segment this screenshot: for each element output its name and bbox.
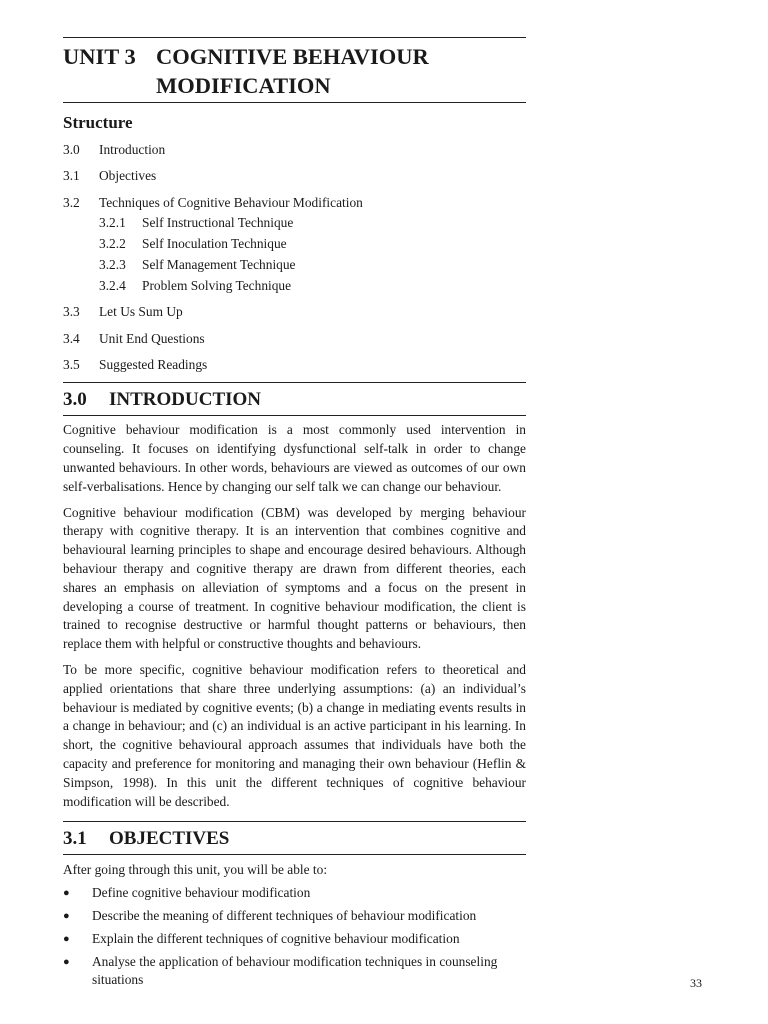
list-item-text: Explain the different techniques of cognitive behaviour modification bbox=[92, 930, 460, 946]
section-rule bbox=[63, 854, 526, 855]
toc-label: Unit End Questions bbox=[99, 330, 205, 346]
section-number: 3.1 bbox=[63, 828, 87, 850]
toc-subnumber: 3.2.4 bbox=[99, 278, 126, 294]
toc-subnumber: 3.2.3 bbox=[99, 257, 126, 273]
bullet-icon: ● bbox=[63, 887, 70, 900]
toc-item bbox=[63, 303, 526, 321]
toc-sublabel: Problem Solving Technique bbox=[142, 278, 292, 294]
section-title: INTRODUCTION bbox=[109, 389, 262, 411]
structure-heading: Structure bbox=[63, 113, 133, 132]
paragraph: To be more specific, cognitive behaviour modification refers to theoretical and applied orientations that share three underlying assumptions: (a) an individual’s behaviour is mediated by cognitive events; (b) a change in mediating events results in a change in behaviour; and (c) an individual is an active participant in his learning. In short, the cognitive behavioural approach assumes that individuals have both the capacity and preference for monitoring and managing their own behaviour (Heflin & Simpson, 1998). In this unit the different techniques of cognitive behaviour modification will be described. bbox=[63, 661, 526, 809]
list-item-text: Analyse the application of behaviour modification techniques in counseling situations bbox=[92, 953, 498, 988]
unit-title-line2: MODIFICATION bbox=[156, 73, 331, 98]
title-bottom-rule bbox=[63, 102, 526, 103]
toc-sublabel: Self Inoculation Technique bbox=[142, 235, 287, 251]
toc-subitem bbox=[99, 214, 526, 232]
toc-sublabel: Self Instructional Technique bbox=[142, 214, 294, 230]
bullet-icon: ● bbox=[63, 955, 70, 968]
toc-item bbox=[63, 167, 526, 185]
toc-sublabel: Self Management Technique bbox=[142, 257, 296, 273]
section-heading-objectives bbox=[63, 822, 526, 854]
toc-item bbox=[63, 330, 526, 348]
toc-subnumber: 3.2.1 bbox=[99, 214, 126, 230]
page-number: 33 bbox=[690, 976, 702, 990]
toc-label: Let Us Sum Up bbox=[99, 304, 183, 320]
toc-label: Introduction bbox=[99, 142, 166, 157]
toc-group bbox=[63, 194, 526, 296]
list-item-text: Define cognitive behaviour modification bbox=[92, 885, 311, 901]
toc-subnumber: 3.2.2 bbox=[99, 235, 126, 251]
unit-number: UNIT 3 bbox=[63, 44, 136, 69]
paragraph: Cognitive behaviour modification is a most commonly used intervention in counseling. It focuses on identifying dysfunctional self-talk in order to change unwanted behaviours. In other words, behaviours are viewed as outcomes of our own self-verbalisations. Hence by changing our self talk we can change our behaviour. bbox=[63, 422, 526, 494]
bullet-icon: ● bbox=[63, 932, 70, 945]
list-item bbox=[63, 930, 526, 949]
toc-label: Techniques of Cognitive Behaviour Modification bbox=[99, 194, 363, 210]
toc-number: 3.2 bbox=[63, 194, 80, 210]
bullet-icon: ● bbox=[63, 909, 70, 922]
list-item-text: Describe the meaning of different techniques of behaviour modification bbox=[92, 907, 477, 923]
toc-number: 3.1 bbox=[63, 168, 80, 184]
list-item bbox=[63, 953, 526, 990]
toc-item bbox=[63, 141, 526, 159]
section-number: 3.0 bbox=[63, 389, 87, 411]
toc-number: 3.0 bbox=[63, 142, 80, 157]
toc-item bbox=[63, 356, 526, 374]
objectives-intro: After going through this unit, you will be able to: bbox=[63, 862, 328, 878]
toc-label: Objectives bbox=[99, 168, 157, 184]
toc-subitem bbox=[99, 235, 526, 253]
section-title: OBJECTIVES bbox=[109, 828, 230, 850]
list-item bbox=[63, 907, 526, 926]
objectives-list bbox=[63, 884, 526, 990]
toc-number: 3.3 bbox=[63, 304, 80, 320]
toc-item bbox=[63, 194, 526, 212]
unit-title-line1: COGNITIVE BEHAVIOUR bbox=[156, 44, 429, 69]
toc-label: Suggested Readings bbox=[99, 357, 208, 373]
table-of-contents bbox=[63, 141, 526, 374]
page-content bbox=[63, 37, 526, 993]
unit-title bbox=[156, 42, 526, 100]
paragraph: Cognitive behaviour modification (CBM) was developed by merging behaviour therapy with cognitive therapy. It is an intervention that combines cognitive and behavioural learning principles to shape and encourage desired behaviours. Although behaviour therapy and cognitive therapy are drawn from different theories, each shares an emphasis on alleviation of symptoms and a focus on the present in developing a course of treatment. In cognitive behaviour modification, the client is trained to recognise destructive or harmful thought patterns or behaviours, then replace them with helpful or constructive thoughts and behaviours. bbox=[63, 504, 526, 652]
unit-heading bbox=[63, 38, 526, 102]
toc-subitem bbox=[99, 277, 526, 295]
list-item bbox=[63, 884, 526, 903]
toc-subitem bbox=[99, 256, 526, 274]
toc-number: 3.5 bbox=[63, 357, 80, 373]
section-heading-introduction bbox=[63, 383, 526, 415]
toc-number: 3.4 bbox=[63, 330, 80, 346]
section-rule bbox=[63, 415, 526, 416]
